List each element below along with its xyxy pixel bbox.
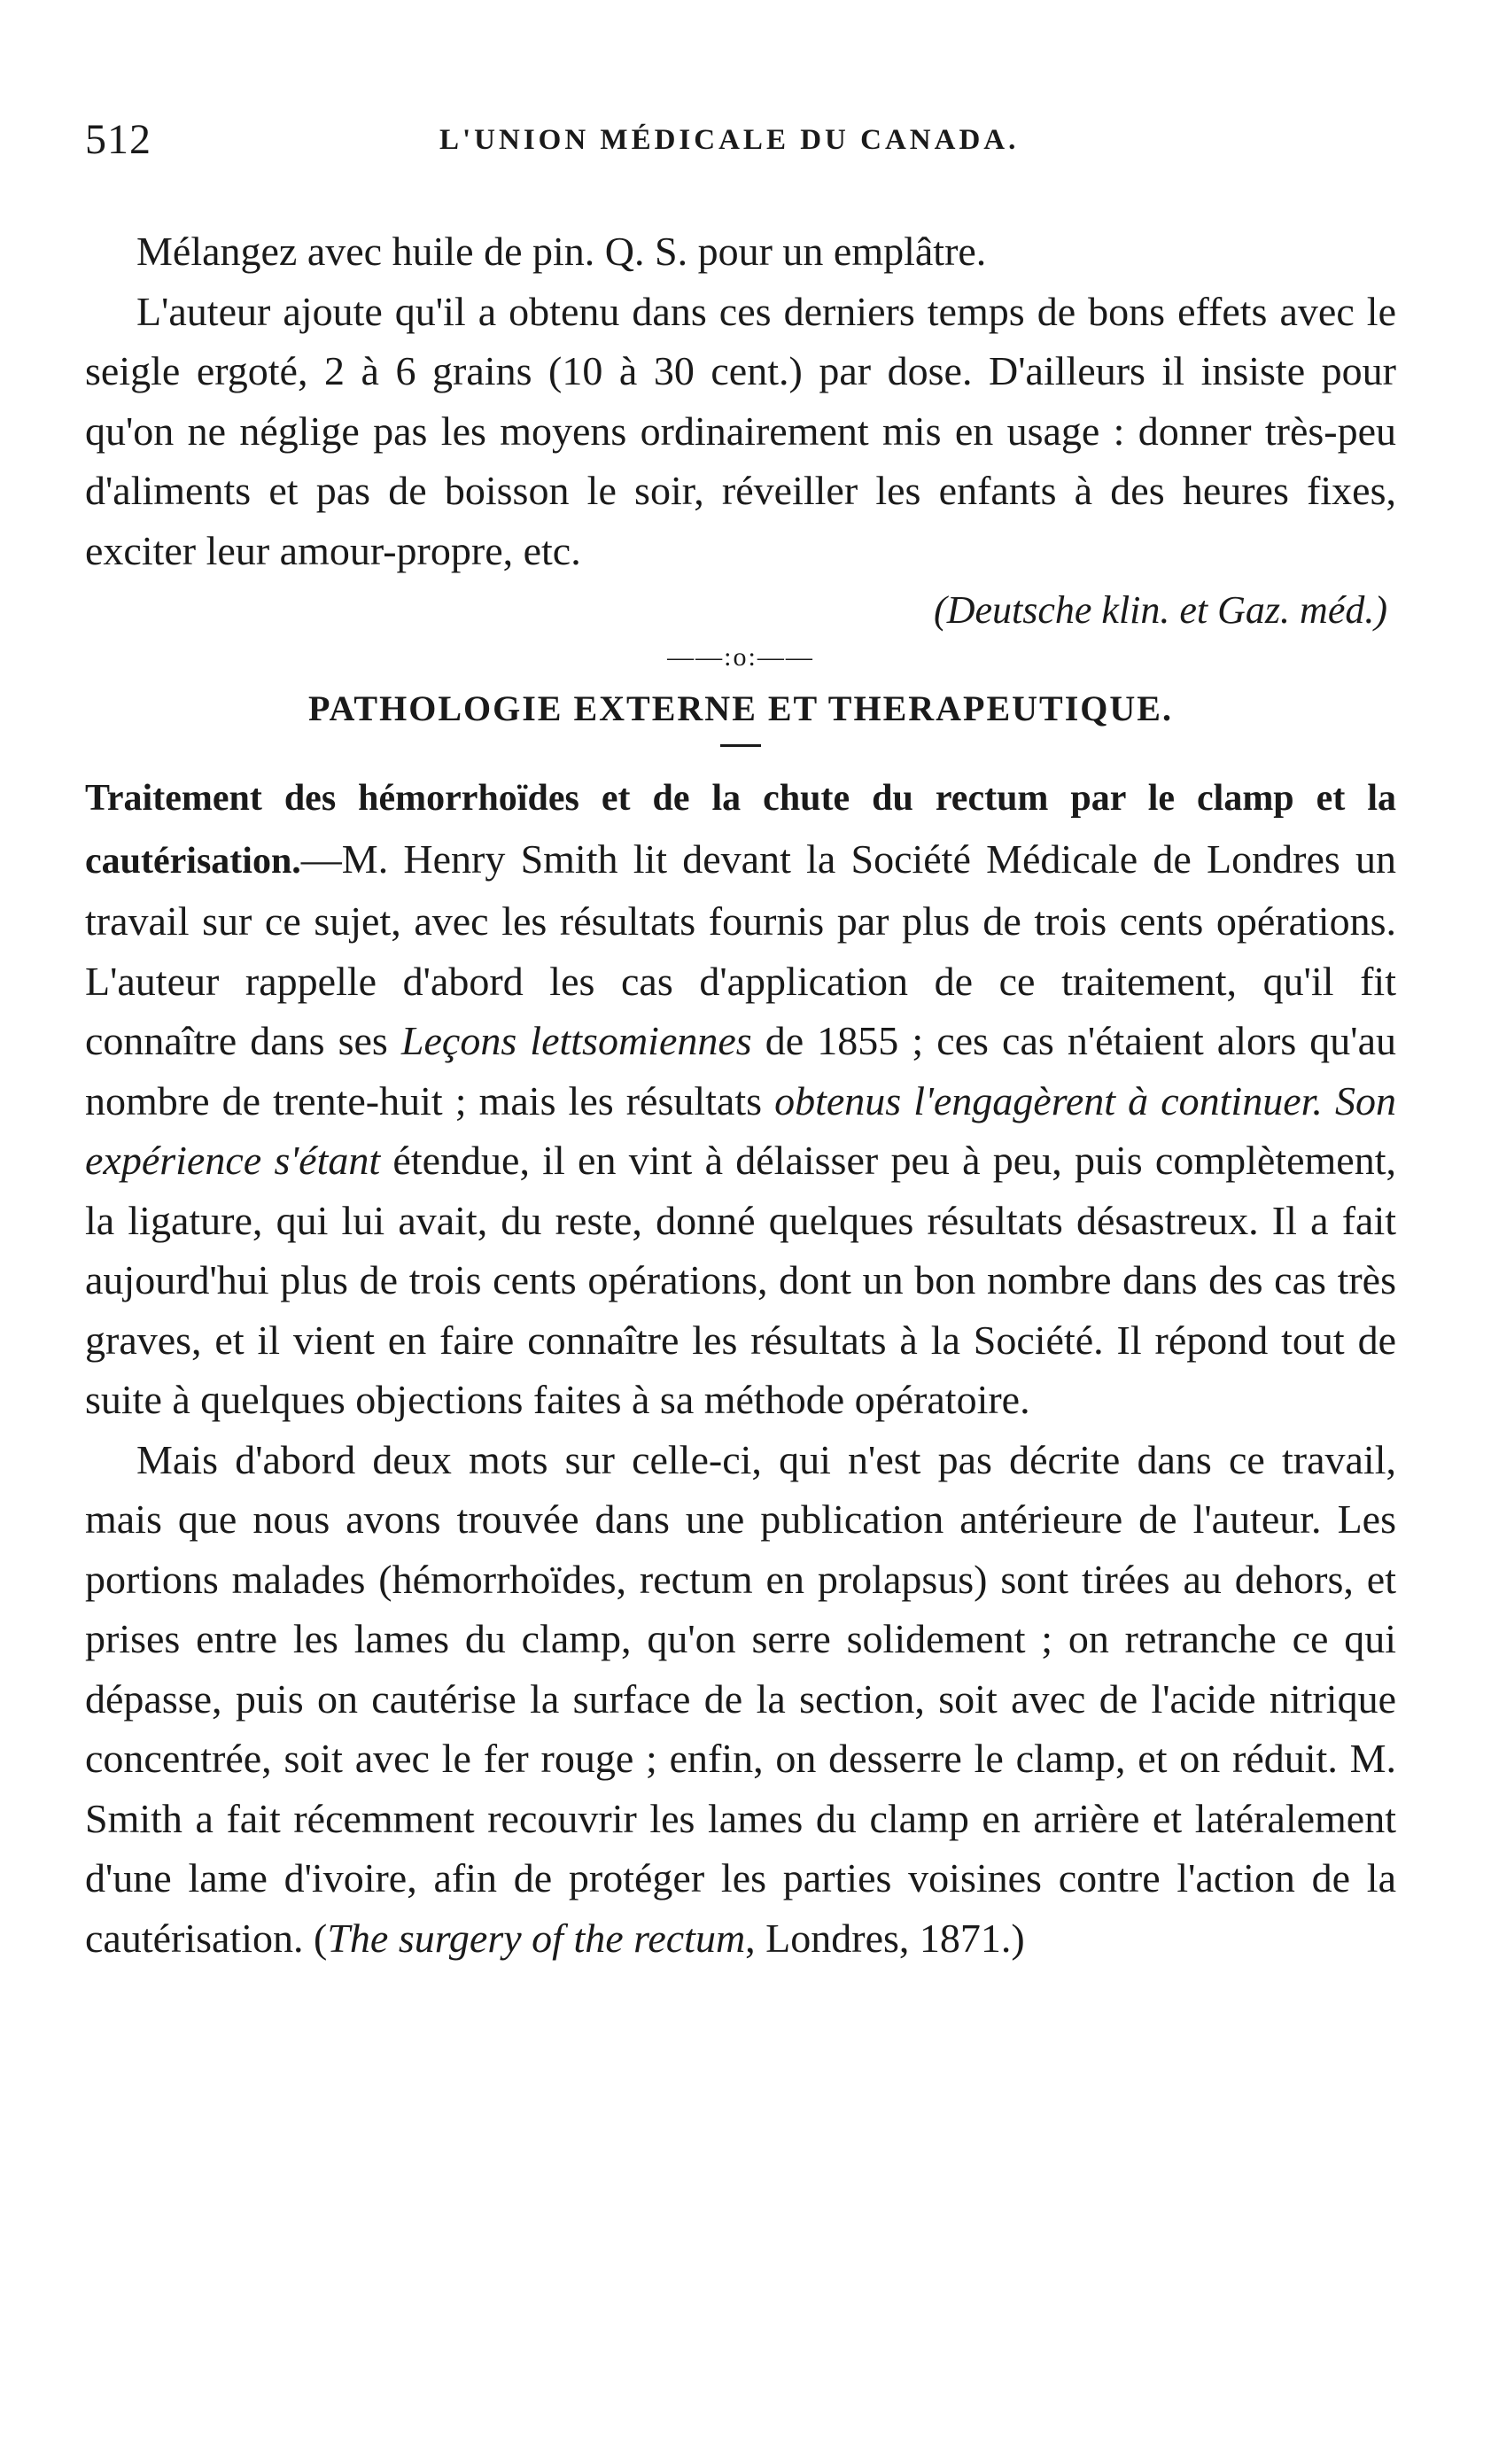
book-title: The surgery of the rectum xyxy=(327,1915,746,1961)
section-heading: PATHOLOGIE EXTERNE ET THERAPEUTIQUE. xyxy=(308,688,1173,728)
article-text-c: étendue, il en vint à délaisser peu à peu, puis complètement, la ligature, qui lui avait, du reste, donné quelques résultats désastreux. Il a fait aujourd'hui plus de trois cents opérations, dont un bon nombre dans des cas très graves, et il vient en faire connaître les résultats à la Société. Il répond tout de suite à quelques objections faites à sa méthode opératoire. xyxy=(85,1138,1397,1422)
paragraph-ergot: L'auteur ajoute qu'il a obtenu dans ces derniers temps de bons effets avec le seigle ergoté, 2 à 6 grains (10 à 30 cent.) par dose. D'ailleurs il insiste pour qu'on ne néglige pas les moyens ordinairement mis en usage : donner très-peu d'aliments et pas de boisson le soir, réveiller les enfants à des heures fixes, exciter leur amour-propre, etc. xyxy=(85,288,1396,573)
body-text xyxy=(85,222,1396,640)
page-number: 512 xyxy=(85,116,151,163)
paragraph-method xyxy=(85,1430,1396,1969)
lecons-lettsomiennes: Leçons lettsomiennes xyxy=(400,1018,752,1063)
article-italic-b: obtenus l'engagèrent à continuer. Son expérience s'étant xyxy=(85,1077,1397,1183)
page xyxy=(85,115,1396,1968)
running-title: L'UNION MÉDICALE DU CANADA. xyxy=(439,124,1020,156)
article-title: Traitement des hémorrhoïdes et de la chute du rectum par le clamp et la cautérisation. xyxy=(85,778,1396,882)
heading-rule xyxy=(720,744,761,747)
section-separator: ——:o:—— xyxy=(667,642,814,672)
method-text: Mais d'abord deux mots sur celle-ci, qui n'est pas décrite dans ce travail, mais que nous avons trouvée dans une publication antérieure de l'auteur. Les portions malades (hémorrhoïdes, rectum en prolapsus) sont tirées au dehors, et prises entre les lames du clamp, qu'on serre solidement ; on retranche ce qui dépasse, puis on cautérise la surface de la section, soit avec de l'acide nitrique concentrée, soit avec le fer rouge ; enfin, on desserre le clamp, et on réduit. M. Smith a fait récemment recouvrir les lames du clamp en arrière et latéralement d'une lame d'ivoire, afin de protéger les parties voisines contre l'action de la cautérisation. ( xyxy=(85,1436,1396,1961)
article-text-a: —M. Henry Smith lit devant la Société Médicale de Londres un travail sur ce sujet, avec les résultats fournis par plus de trois cents opérations. L'auteur rappelle d'abord les cas d'application de ce traitement, qu'il fit connaître dans ses xyxy=(85,836,1396,1063)
article-body xyxy=(85,766,1396,1968)
article-text-b: de 1855 ; ces cas n'étaient alors qu'au nombre de trente-huit ; mais les résultats xyxy=(85,1018,1396,1123)
paragraph-plaster: Mélangez avec huile de pin. Q. S. pour un emplâtre. xyxy=(136,229,987,274)
citation-deutsche-klin: (Deutsche klin. et Gaz. méd.) xyxy=(934,588,1387,632)
method-tail: , Londres, 1871.) xyxy=(745,1915,1025,1961)
paragraph-clamp xyxy=(85,766,1396,1430)
page-header xyxy=(85,115,1396,186)
